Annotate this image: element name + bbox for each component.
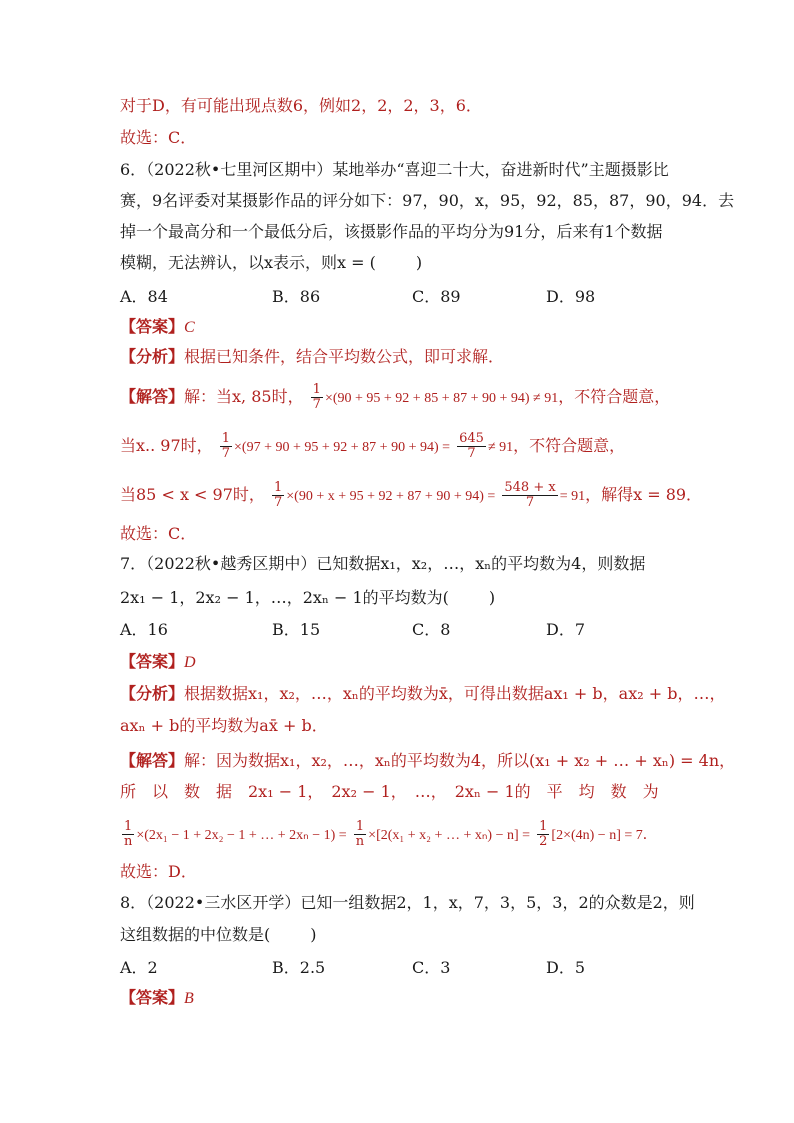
- option-b: B．2.5: [272, 958, 326, 977]
- formula: = 91: [559, 489, 586, 504]
- formula: ×[2(x₁ + x₂ + … + xₙ) − n] =: [368, 828, 531, 843]
- question-6-line: 赛，9名评委对某摄影作品的评分如下：97，90，x，95，92，85，87，90，94．去: [120, 191, 735, 210]
- question-7-line: [120, 588, 495, 608]
- analysis-line: axₙ + b的平均数为ax̄ + b．: [120, 716, 328, 735]
- formula: [2×(4n) − n] = 7．: [551, 828, 657, 843]
- option-c: C．8: [412, 620, 451, 639]
- question-8-line: [120, 925, 317, 945]
- fraction: $\frac{1}{2}$: [539, 819, 548, 849]
- option-a: A．84: [120, 287, 168, 306]
- solution-text: 当x.. 97时，: [120, 436, 213, 455]
- answer-line: [120, 317, 195, 338]
- formula: ×(2x₁ − 1 + 2x₂ − 1 + … + 2xₙ − 1) =: [136, 828, 347, 843]
- fraction: $\frac{1}{7}$: [312, 382, 321, 412]
- analysis-text: 根据数据x₁，x₂，…，xₙ的平均数为x̄，可得出数据ax₁ + b，ax₂ + b，…，: [184, 684, 726, 703]
- question-text: ): [488, 588, 496, 607]
- answer-value: C: [184, 319, 195, 336]
- solution-text: 解：当x, 85时，: [184, 387, 304, 406]
- question-7-line: 7．（2022秋•越秀区期中）已知数据x₁，x₂，…，xₙ的平均数为4，则数据: [120, 554, 646, 573]
- option-a: A．16: [120, 620, 168, 639]
- question-text: 模糊，无法辨认，以x表示，则x = (: [120, 253, 376, 272]
- formula: ≠ 91: [487, 440, 514, 455]
- fraction: $\frac{1}{n}$: [124, 819, 133, 849]
- answer-line: [120, 652, 196, 673]
- question-8-line: 8．（2022•三水区开学）已知一组数据2，1，x，7，3，5，3，2的众数是2，则: [120, 893, 695, 912]
- answer-tag: 【答案】: [120, 988, 185, 1007]
- formula: ×(97 + 90 + 95 + 92 + 87 + 90 + 94) =: [234, 440, 451, 455]
- solution-text: 当85 < x < 97时，: [120, 485, 265, 504]
- fraction: $\frac{548 + x}{7}$: [504, 480, 556, 510]
- solution-line: [120, 432, 625, 461]
- option-c: C．3: [412, 958, 451, 977]
- option-d: D．7: [546, 620, 586, 639]
- answer-value: D: [184, 654, 196, 671]
- option-b: B．15: [272, 620, 321, 639]
- option-c: C．89: [412, 287, 461, 306]
- fraction: $\frac{645}{7}$: [459, 431, 484, 461]
- solution-tag: 【解答】: [120, 751, 185, 770]
- option-d: D．98: [546, 287, 596, 306]
- question-text: ): [415, 253, 423, 272]
- question-text: 这组数据的中位数是(: [120, 925, 271, 944]
- question-6-line: 掉一个最高分和一个最低分后，该摄影作品的平均分为91分，后来有1个数据: [120, 222, 663, 241]
- option-b: B．86: [272, 287, 321, 306]
- answer-line: [120, 988, 194, 1009]
- fraction: $\frac{1}{7}$: [274, 480, 283, 510]
- solution-line: [120, 751, 735, 771]
- question-text: 2x₁ − 1，2x₂ − 1，…，2xₙ − 1的平均数为(: [120, 588, 449, 607]
- solution-text: ，解得x = 89．: [585, 485, 703, 504]
- analysis-tag: 【分析】: [120, 684, 185, 703]
- text-line: 对于D，有可能出现点数6，例如2，2，2，3，6．: [120, 96, 482, 115]
- analysis-line: [120, 684, 725, 704]
- question-6-line: 6．（2022秋•七里河区期中）某地举办“喜迎二十大，奋进新时代”主题摄影比: [120, 160, 669, 179]
- solution-text: ，不符合题意，: [558, 387, 671, 406]
- option-d: D．5: [546, 958, 586, 977]
- formula: ×(90 + x + 95 + 92 + 87 + 90 + 94) =: [286, 489, 496, 504]
- option-a: A．2: [120, 958, 158, 977]
- solution-text: 解：因为数据x₁，x₂，…，xₙ的平均数为4，所以(x₁ + x₂ + … + xₙ) = 4n，: [184, 751, 736, 770]
- formula: ×(90 + 95 + 92 + 85 + 87 + 90 + 94) ≠ 91: [324, 391, 559, 406]
- analysis-line: [120, 347, 504, 367]
- solution-line: [120, 820, 657, 849]
- solution-text: ，不符合题意，: [513, 436, 626, 455]
- answer-value: B: [184, 990, 194, 1007]
- question-6-line: [120, 253, 422, 273]
- answer-tag: 【答案】: [120, 317, 185, 336]
- solution-line: [120, 383, 670, 412]
- text-line: 故选：C．: [120, 524, 197, 543]
- text-line: 故选：C．: [120, 128, 197, 147]
- answer-tag: 【答案】: [120, 652, 185, 671]
- question-text: ): [310, 925, 317, 944]
- analysis-tag: 【分析】: [120, 347, 185, 366]
- text-line: 故选：D．: [120, 862, 197, 881]
- analysis-text: 根据已知条件，结合平均数公式，即可求解．: [184, 347, 505, 366]
- solution-line: [120, 481, 702, 510]
- fraction: $\frac{1}{n}$: [355, 819, 365, 849]
- solution-tag: 【解答】: [120, 387, 185, 406]
- fraction: $\frac{1}{7}$: [221, 431, 231, 461]
- solution-line: 所 以 数 据 2x₁ − 1， 2x₂ − 1， …， 2xₙ − 1的 平 均 数 为: [120, 782, 659, 801]
